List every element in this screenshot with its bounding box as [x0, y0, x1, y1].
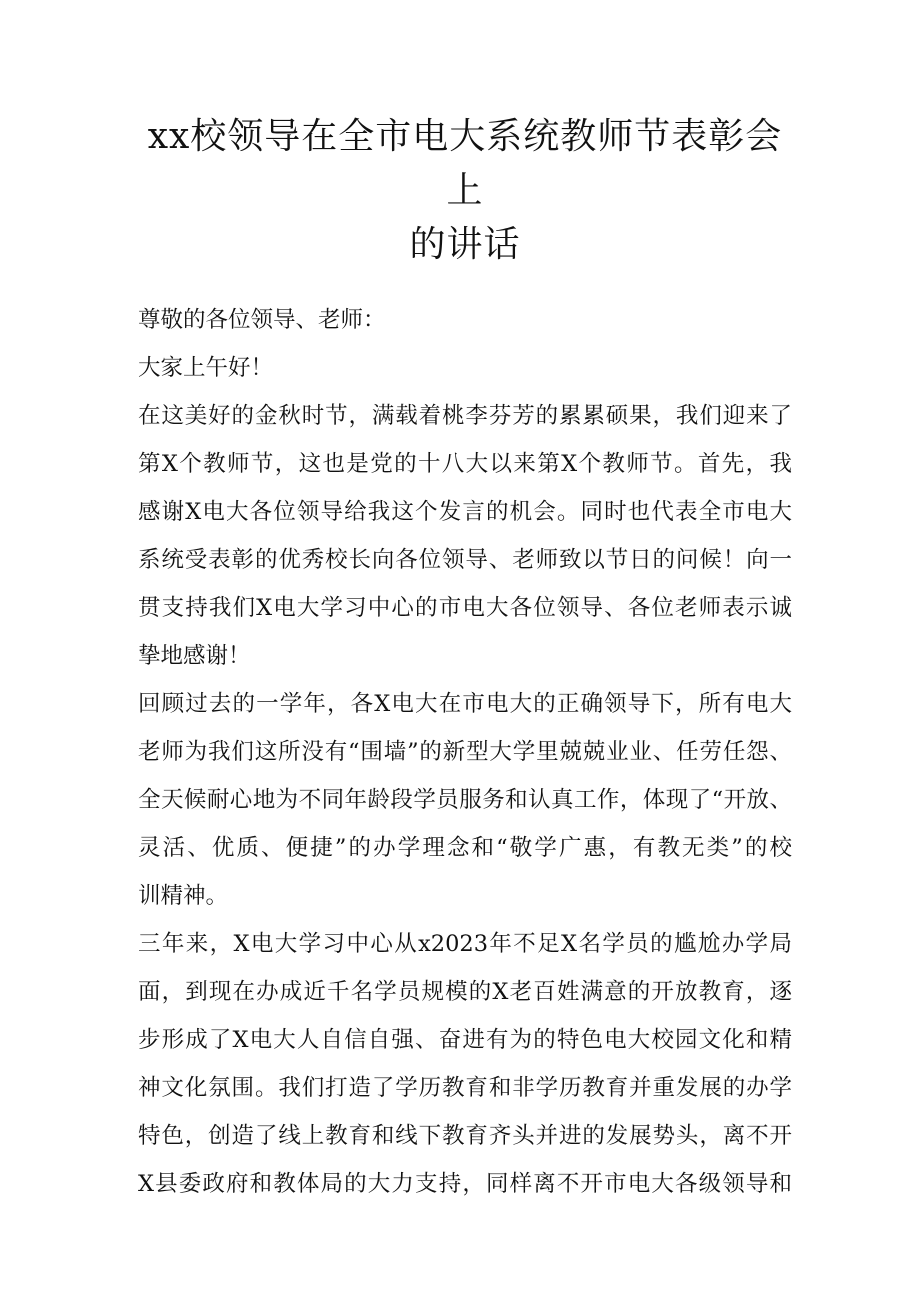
text-line: 系统受表彰的优秀校长向各位领导、老师致以节日的问候！向一 — [138, 547, 792, 573]
document-body — [138, 296, 792, 1208]
text-line: 感谢X电大各位领导给我这个发言的机会。同时也代表全市电大 — [138, 499, 792, 525]
title-line-2: 的讲话 — [409, 224, 521, 265]
document-title — [138, 110, 792, 272]
text-line: X县委政府和教体局的大力支持，同样离不开市电大各级领导和 — [138, 1171, 792, 1197]
text-line: 面，到现在办成近千名学员规模的X老百姓满意的开放教育，逐 — [138, 979, 792, 1005]
salutation-line: 尊敬的各位领导、老师： — [138, 307, 386, 333]
text-line: 步形成了X电大人自信自强、奋进有为的特色电大校园文化和精 — [138, 1027, 792, 1053]
text-line: 特色，创造了线上教育和线下教育齐头并进的发展势头，离不开 — [138, 1123, 792, 1149]
text-line: 灵活、优质、便捷”的办学理念和“敬学广惠，有教无类”的校 — [138, 835, 792, 861]
text-line: 训精神。 — [138, 883, 229, 909]
text-line: 第X个教师节，这也是党的十八大以来第X个教师节。首先，我 — [138, 451, 792, 477]
text-line: 回顾过去的一学年，各X电大在市电大的正确领导下，所有电大 — [138, 691, 792, 717]
text-line: 全天候耐心地为不同年龄段学员服务和认真工作，体现了“开放、 — [138, 787, 792, 813]
title-line-1: xx校领导在全市电大系统教师节表彰会上 — [147, 116, 783, 211]
text-line: 挚地感谢！ — [138, 643, 251, 669]
text-line: 神文化氛围。我们打造了学历教育和非学历教育并重发展的办学 — [138, 1075, 792, 1101]
text-line: 在这美好的金秋时节，满载着桃李芬芳的累累硕果，我们迎来了 — [138, 403, 792, 429]
text-line: 老师为我们这所没有“围墙”的新型大学里兢兢业业、任劳任怨、 — [138, 739, 792, 765]
text-line: 三年来，X电大学习中心从x2023年不足X名学员的尴尬办学局 — [138, 931, 792, 957]
text-line: 贯支持我们X电大学习中心的市电大各位领导、各位老师表示诚 — [138, 595, 792, 621]
greeting-line: 大家上午好！ — [138, 355, 274, 381]
